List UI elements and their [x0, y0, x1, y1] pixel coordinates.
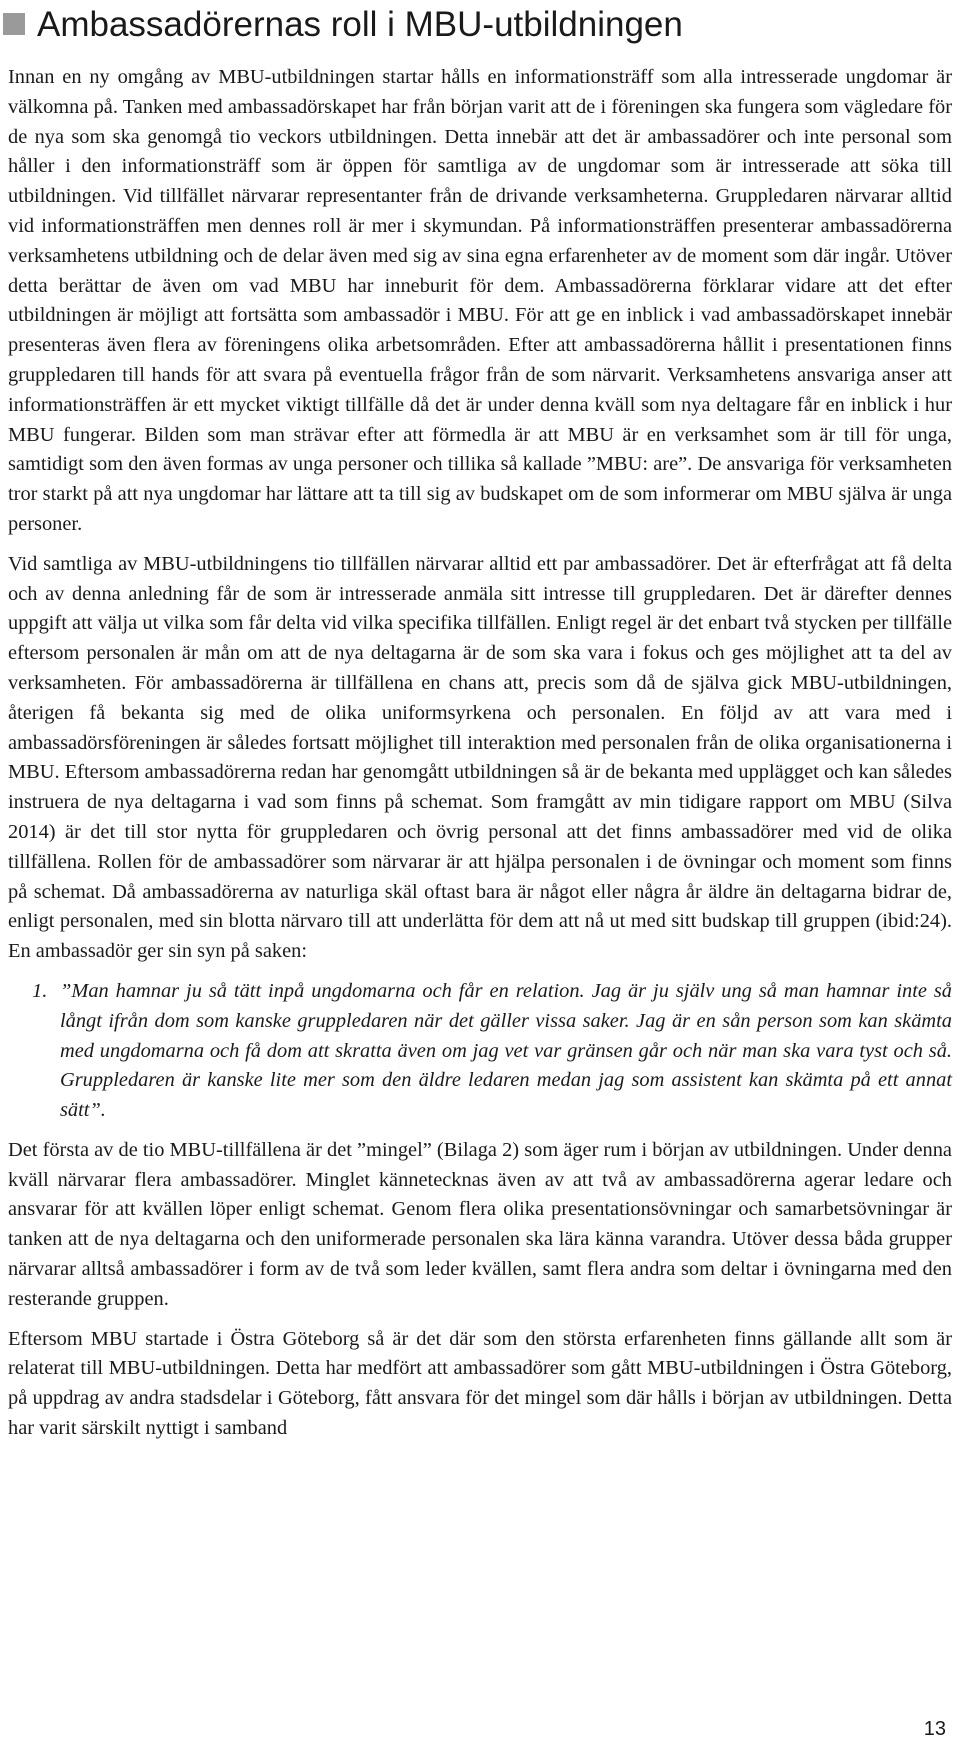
quote-text: ”Man hamnar ju så tätt inpå ungdomarna och får en relation. Jag är ju själv ung så man hamnar inte så långt ifrån dom som kanske gruppledaren när det gäller vissa saker. Jag är en sån person som kan skämta med ungdomarna och få dom att skratta även om jag vet var gränsen går och när man ska vara tyst och så. Gruppledaren är kanske lite mer som den äldre ledaren medan jag som assistent kan skämta på ett annat sätt”. — [60, 979, 952, 1122]
paragraph-1: Innan en ny omgång av MBU-utbildningen startar hålls en informationsträff som alla intresserade ungdomar är välkomna på. Tanken med ambassadörskapet har från början varit att de i föreningen ska fungera som vägledare för de nya som ska genomgå tio veckors utbildningen. Detta innebär att det är ambassadörer och inte personal som håller i den informationsträff som är öppen för samtliga av de ungdomar som är intresserade att söka till utbildningen. Vid tillfället närvarar representanter från de drivande verksamheterna. Gruppledaren närvarar alltid vid informationsträffen men dennes roll är mer i skymundan. På informationsträffen presenterar ambassadörerna verksamhetens utbildning och de delar även med sig av sina egna erfarenheter av de moment som där ingår. Utöver detta berättar de även om vad MBU har inneburit för dem. Ambassadörerna förklarar vidare att det efter utbildningen är möjligt att fortsätta som ambassadör i MBU. För att ge en inblick i vad ambassadörskapet innebär presenteras även flera av föreningens olika arbetsområden. Efter att ambassadörerna hållit i presentationen finns gruppledaren till hands för att svara på eventuella frågor från de som närvarit. Verksamhetens ansvariga anser att informationsträffen är ett mycket viktigt tillfälle då det är under denna kväll som nya deltagare får en inblick i hur MBU fungerar. Bilden som man strävar efter att förmedla är att MBU är en verksamhet som är till för unga, samtidigt som den även formas av unga personer och tillika så kallade ”MBU: are”. De ansvariga för verksamheten tror starkt på att nya ungdomar har lättare att ta till sig av budskapet om de som informerar om MBU själva är unga personer. — [8, 66, 952, 535]
paragraph-4: Eftersom MBU startade i Östra Göteborg så är det där som den största erfarenheten finns gällande allt som är relaterat till MBU-utbildningen. Detta har medfört att ambassadörer som gått MBU-utbildningen i Östra Göteborg, på uppdrag av andra stadsdelar i Göteborg, fått ansvara för det mingel som där hålls i början av utbildningen. Detta har varit särskilt nyttigt i samband — [8, 1327, 952, 1440]
section-heading — [0, 0, 960, 48]
heading-title: Ambassadörernas roll i MBU-utbildningen — [37, 4, 683, 44]
heading-bullet-square-icon — [3, 13, 25, 35]
paragraph-2: Vid samtliga av MBU-utbildningens tio tillfällen närvarar alltid ett par ambassadörer. Det är efterfrågat att få delta och av denna anledning får de som är intresserade anmäla sitt intresse till gruppledaren. Det är därefter dennes uppgift att välja ut vilka som får delta vid vilka specifika tillfällen. Enligt regel är det enbart två stycken per tillfälle eftersom personalen är mån om att de nya deltagarna är de som ska vara i fokus och ges möjlighet att ta del av verksamheten. För ambassadörerna är tillfällena en chans att, precis som då de själva gick MBU-utbildningen, återigen få bekanta sig med de olika uniformsyrkena och personalen. En följd av att vara med i ambassadörsföreningen är således fortsatt möjlighet till interaktion med personalen från de olika organisationerna i MBU. Eftersom ambassadörerna redan har genomgått utbildningen så är de bekanta med upplägget och kan således instruera de nya deltagarna i vad som finns på schemat. Som framgått av min tidigare rapport om MBU (Silva 2014) är det till stor nytta för gruppledaren och övrig personal att det finns ambassadörer med vid de olika tillfällena. Rollen för de ambassadörer som närvarar är att hjälpa personalen i de övningar och moment som finns på schemat. Då ambassadörerna av naturliga skäl oftast bara är något eller några år äldre än deltagarna bidrar de, enligt personalen, med sin blotta närvaro till att underlätta för dem att nå ut med sitt budskap till gruppen (ibid:24). En ambassadör ger sin syn på saken: — [8, 552, 952, 963]
interview-quote — [8, 977, 952, 1126]
body-text — [8, 63, 952, 1444]
page-number: 13 — [923, 1718, 946, 1740]
quote-number: 1. — [32, 979, 48, 1002]
paragraph-3: Det första av de tio MBU-tillfällena är det ”mingel” (Bilaga 2) som äger rum i början av utbildningen. Under denna kväll närvarar flera ambassadörer. Minglet kännetecknas även av att två av ambassadörerna agerar ledare och ansvarar för att kvällen löper enligt schemat. Genom flera olika presentationsövningar och samarbetsövningar är tanken att de nya deltagarna och den uniformerade personalen ska lära känna varandra. Utöver dessa båda grupper närvarar alltså ambassadörer i form av de två som leder kvällen, samt flera andra som deltar i övningarna med den resterande gruppen. — [8, 1138, 952, 1310]
